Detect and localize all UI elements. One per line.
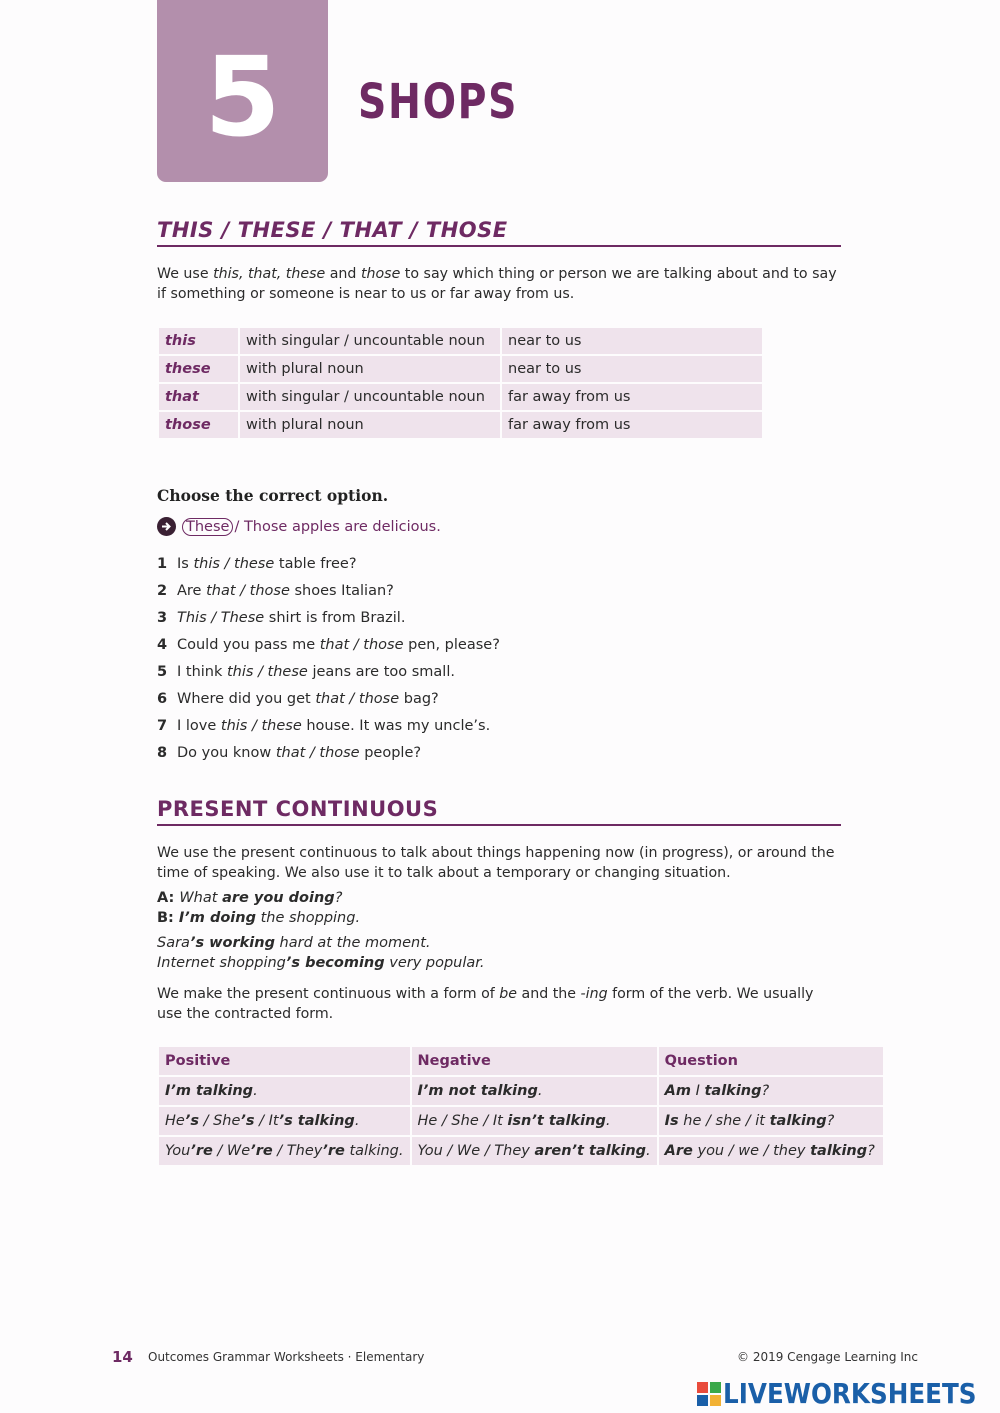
item-number: 4 xyxy=(157,637,168,653)
text-run: Sara xyxy=(157,935,190,951)
text-run: I’m doing xyxy=(178,910,256,926)
text-run: ? xyxy=(867,1143,875,1159)
table-cell xyxy=(159,1137,410,1165)
liveworksheets-logo[interactable] xyxy=(697,1377,1000,1410)
table-header-row xyxy=(159,1047,883,1075)
exercise-item[interactable] xyxy=(157,553,500,580)
text-run: Where did you get xyxy=(177,691,316,707)
text-run: shoes Italian? xyxy=(289,583,394,599)
item-sentence xyxy=(177,688,439,715)
text-run: this, that, these xyxy=(213,266,326,282)
text-run: / She xyxy=(198,1113,241,1129)
text-run: this / these xyxy=(227,664,308,680)
section-heading-present-continuous: PRESENT CONTINUOUS xyxy=(157,797,841,826)
text-run: talking. xyxy=(344,1143,404,1159)
text-run: He / She / It xyxy=(417,1113,508,1129)
item-number: 3 xyxy=(157,610,168,626)
text-run: talking xyxy=(769,1113,827,1129)
table-row xyxy=(159,328,762,354)
exercise-item[interactable] xyxy=(157,688,500,715)
table-cell xyxy=(659,1077,883,1105)
text-run: Internet shopping xyxy=(157,955,286,971)
dialogue-line xyxy=(157,908,360,928)
text-run: that / those xyxy=(319,637,404,653)
table-row xyxy=(159,1107,883,1135)
text-run: be xyxy=(499,986,517,1002)
speaker-label: A: xyxy=(157,890,180,906)
text-run: and the xyxy=(517,986,581,1002)
speaker-label: B: xyxy=(157,910,179,926)
demonstratives-intro xyxy=(157,264,837,304)
text-run: We make the present continuous with a form of xyxy=(157,986,500,1002)
item-number: 2 xyxy=(157,583,168,599)
form-note xyxy=(157,984,837,1024)
dialogue xyxy=(157,888,360,928)
item-number: 6 xyxy=(157,691,168,707)
text-run: people? xyxy=(359,745,422,761)
exercise-example xyxy=(157,517,441,536)
text-run: ’re xyxy=(250,1143,273,1159)
example-circled-answer: These xyxy=(182,518,233,536)
text-run: ? xyxy=(334,890,343,906)
text-run: form of the verb. We usually use the contracted form. xyxy=(157,986,814,1022)
text-run: I’m talking xyxy=(165,1083,254,1099)
table-row xyxy=(159,1077,883,1105)
text-run: -ing xyxy=(580,986,608,1002)
copyright: © 2019 Cengage Learning Inc xyxy=(737,1350,918,1364)
text-run: Do you know xyxy=(177,745,276,761)
text-run: very popular. xyxy=(384,955,485,971)
text-run: We use the present continuous to talk about things happening now (in progress), or around the time of speaking. We also use it to talk about a temporary or changing situation. xyxy=(157,845,835,881)
text-run: pen, please? xyxy=(403,637,500,653)
usage-cell: with singular / uncountable noun xyxy=(240,328,500,354)
text-run: ? xyxy=(826,1113,835,1129)
text-run: and xyxy=(325,266,361,282)
text-run: Could you pass me xyxy=(177,637,320,653)
item-number: 7 xyxy=(157,718,168,734)
text-run: he / she / it xyxy=(678,1113,770,1129)
table-row xyxy=(159,1137,883,1165)
table-cell xyxy=(659,1107,883,1135)
text-run: . xyxy=(537,1083,543,1099)
unit-number: 5 xyxy=(204,33,281,161)
text-run: Is xyxy=(664,1113,679,1129)
text-run: What xyxy=(179,890,223,906)
distance-cell: far away from us xyxy=(502,384,762,410)
text-run: you / we / they xyxy=(692,1143,811,1159)
item-sentence xyxy=(177,580,394,607)
table-cell xyxy=(659,1137,883,1165)
item-number: 5 xyxy=(157,664,168,680)
text-run: . xyxy=(605,1113,611,1129)
text-run: ? xyxy=(761,1083,770,1099)
text-run: Are xyxy=(664,1143,693,1159)
text-run: isn’t talking xyxy=(507,1113,606,1129)
exercise-item[interactable] xyxy=(157,634,500,661)
text-run: shirt is from Brazil. xyxy=(264,610,406,626)
exercise-item[interactable] xyxy=(157,607,500,634)
text-run: We use xyxy=(157,266,214,282)
exercise-item[interactable] xyxy=(157,661,500,688)
text-run: ’s xyxy=(184,1113,199,1129)
item-sentence xyxy=(177,634,500,661)
column-header: Positive xyxy=(159,1047,410,1075)
usage-cell: with plural noun xyxy=(240,356,500,382)
present-continuous-table xyxy=(157,1045,885,1167)
text-run: bag? xyxy=(399,691,439,707)
exercise-item[interactable] xyxy=(157,742,500,769)
column-header: Question xyxy=(659,1047,883,1075)
item-sentence xyxy=(177,715,490,742)
item-sentence xyxy=(177,661,455,688)
text-run: jeans are too small. xyxy=(307,664,455,680)
text-run: the shopping. xyxy=(255,910,361,926)
demonstratives-table xyxy=(157,326,764,440)
text-run: Is xyxy=(177,556,194,572)
text-run: ’s talking xyxy=(278,1113,355,1129)
text-run: table free? xyxy=(274,556,357,572)
text-run: You / We / They xyxy=(417,1143,535,1159)
usage-cell: with singular / uncountable noun xyxy=(240,384,500,410)
table-row xyxy=(159,356,762,382)
dialogue-line xyxy=(157,888,360,908)
unit-number-box xyxy=(157,0,328,182)
text-run: I love xyxy=(177,718,221,734)
table-cell xyxy=(159,1077,410,1105)
example-line xyxy=(157,953,485,973)
text-run: that / those xyxy=(315,691,400,707)
text-run: Am xyxy=(664,1083,691,1099)
text-run: . xyxy=(354,1113,360,1129)
text-run: I’m not talking xyxy=(417,1083,538,1099)
example-sentences xyxy=(157,933,485,973)
text-run: ’s xyxy=(240,1113,255,1129)
text-run: I xyxy=(691,1083,705,1099)
demonstrative-word: that xyxy=(159,384,238,410)
text-run: that / those xyxy=(275,745,360,761)
distance-cell: near to us xyxy=(502,356,762,382)
table-row xyxy=(159,412,762,438)
item-number: 8 xyxy=(157,745,168,761)
text-run: ’re xyxy=(322,1143,345,1159)
text-run: / It xyxy=(254,1113,279,1129)
column-header: Negative xyxy=(412,1047,657,1075)
example-line xyxy=(157,933,485,953)
distance-cell: far away from us xyxy=(502,412,762,438)
text-run: aren’t talking xyxy=(534,1143,647,1159)
text-run: this / these xyxy=(193,556,275,572)
exercise-items xyxy=(157,553,500,769)
text-run: house. It was my uncle’s. xyxy=(301,718,491,734)
exercise-instruction: Choose the correct option. xyxy=(157,486,389,505)
text-run: You xyxy=(165,1143,191,1159)
exercise-item[interactable] xyxy=(157,715,500,742)
text-run: hard at the moment. xyxy=(274,935,431,951)
distance-cell: near to us xyxy=(502,328,762,354)
demonstrative-word: these xyxy=(159,356,238,382)
text-run: ’s working xyxy=(189,935,275,951)
text-run: talking xyxy=(810,1143,868,1159)
logo-icon xyxy=(697,1382,721,1406)
text-run: This / These xyxy=(177,610,265,626)
example-sentence: / Those apples are delicious. xyxy=(234,518,441,535)
unit-title: SHOPS xyxy=(358,74,519,130)
text-run: / They xyxy=(272,1143,323,1159)
table-row xyxy=(159,384,762,410)
text-run: talking xyxy=(704,1083,762,1099)
text-run: He xyxy=(165,1113,185,1129)
text-run: . xyxy=(646,1143,651,1159)
text-run: those xyxy=(360,266,401,282)
table-cell xyxy=(159,1107,410,1135)
book-title: Outcomes Grammar Worksheets · Elementary xyxy=(148,1350,425,1364)
text-run: to say which thing or person we are talking about and to say if something or someone is near to us or far away from us. xyxy=(157,266,837,302)
item-number: 1 xyxy=(157,556,168,572)
exercise-item[interactable] xyxy=(157,580,500,607)
table-cell xyxy=(412,1137,657,1165)
page-number: 14 xyxy=(112,1348,133,1366)
table-cell xyxy=(412,1077,657,1105)
usage-cell: with plural noun xyxy=(240,412,500,438)
text-run: Are xyxy=(177,583,207,599)
text-run: ’re xyxy=(190,1143,213,1159)
text-run: / We xyxy=(212,1143,251,1159)
text-run: this / these xyxy=(220,718,302,734)
text-run: are you doing xyxy=(222,890,335,906)
text-run: . xyxy=(253,1083,258,1099)
demonstrative-word: those xyxy=(159,412,238,438)
text-run: that / those xyxy=(206,583,290,599)
brand-name: LIVEWORKSHEETS xyxy=(723,1377,977,1410)
text-run: ’s becoming xyxy=(285,955,385,971)
table-cell xyxy=(412,1107,657,1135)
item-sentence xyxy=(177,742,421,769)
present-continuous-intro xyxy=(157,843,837,883)
section-heading-demonstratives: THIS / THESE / THAT / THOSE xyxy=(157,218,841,247)
text-run: I think xyxy=(177,664,227,680)
arrow-right-icon xyxy=(157,517,176,536)
item-sentence xyxy=(177,553,357,580)
item-sentence xyxy=(177,607,405,634)
demonstrative-word: this xyxy=(159,328,238,354)
